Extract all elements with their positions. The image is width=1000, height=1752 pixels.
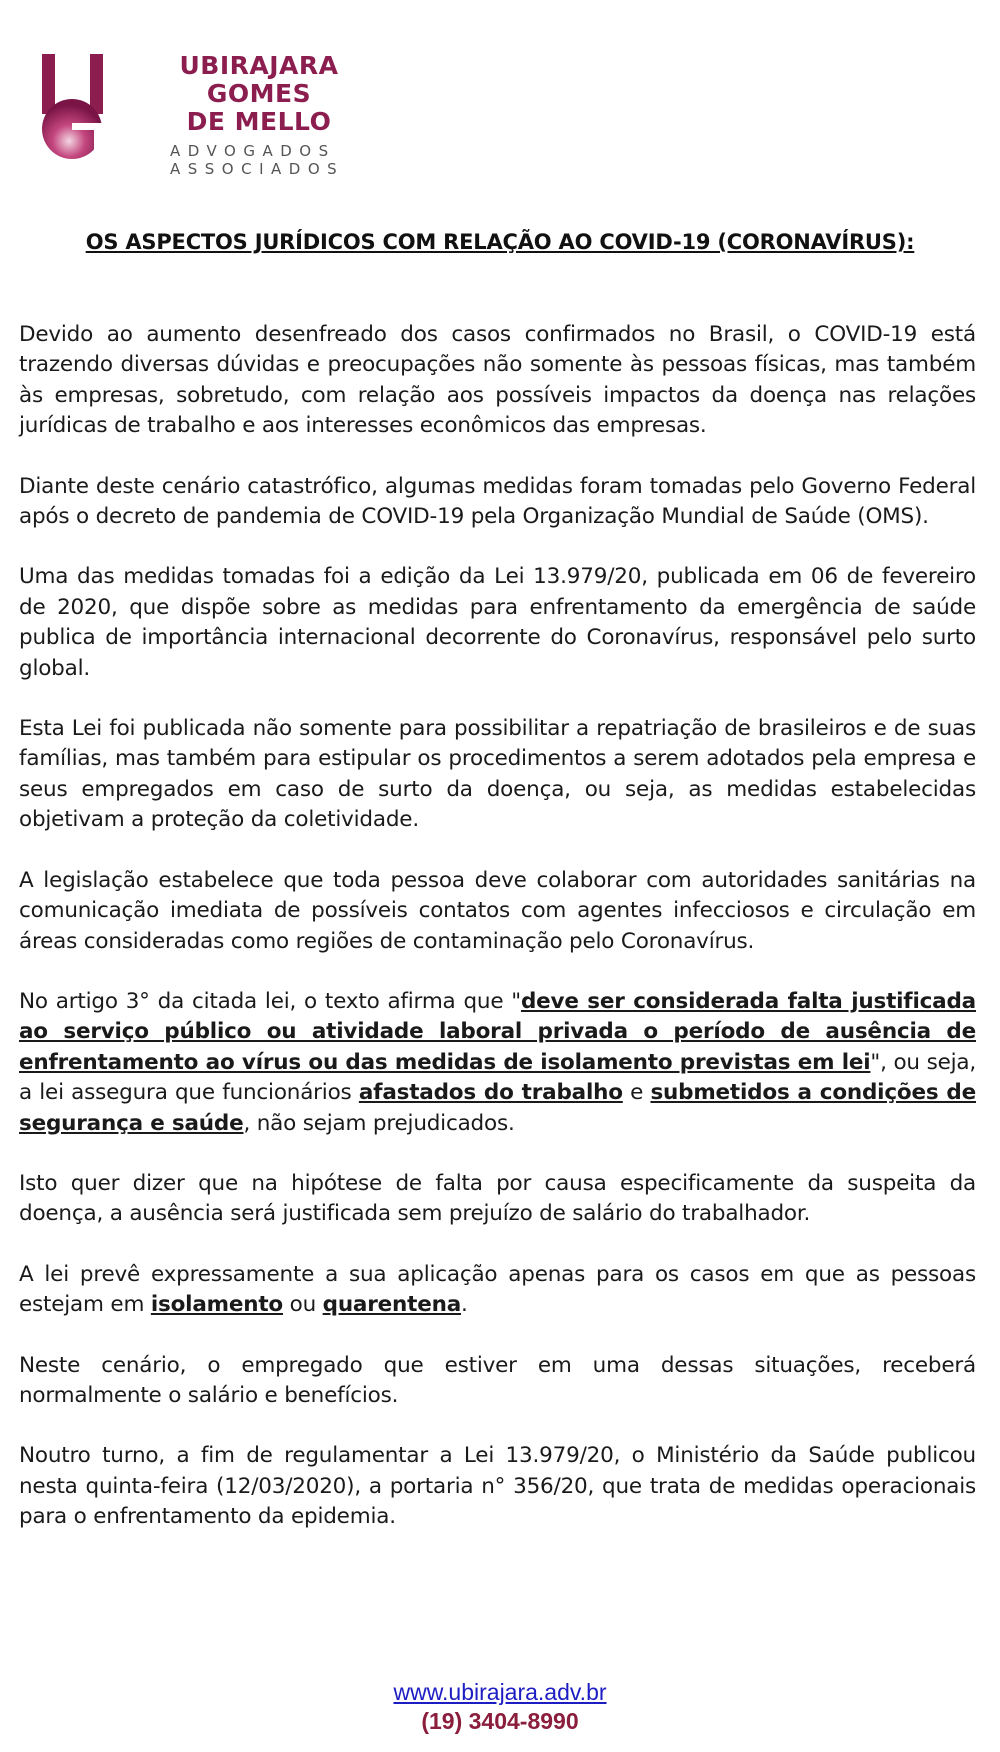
page-title: OS ASPECTOS JURÍDICOS COM RELAÇÃO AO COVID-19 (CORONAVÍRUS): [85, 230, 915, 254]
paragraph-3: Uma das medidas tomadas foi a edição da Lei 13.979/20, publicada em 06 de fevereiro de 2020, que dispõe sobre as medidas para enfrentamento da emergência de saúde publica de importância internacional decorrente do Coronavírus, responsável pelo surto global. [19, 564, 976, 681]
paragraph-6-emphasis-3: submetidos a condições de segurança e saúde [19, 1080, 976, 1136]
phone-number: (19) 3404-8990 [421, 1708, 579, 1734]
paragraph-10: Noutro turno, a fim de regulamentar a Lei 13.979/20, o Ministério da Saúde publicou nesta quinta-feira (12/03/2020), a portaria n° 356/20, que trata de medidas operacionais para o enfrentamento da epidemia. [19, 1443, 976, 1530]
paragraph-8-text-3: . [461, 1292, 468, 1318]
paragraph-5: A legislação estabelece que toda pessoa deve colaborar com autoridades sanitárias na comunicação imediata de possíveis contatos com agentes infecciosos e circulação em áreas consideradas como regiões de contaminação pelo Coronavírus. [19, 867, 976, 954]
company-logo [42, 52, 372, 182]
logo-subtitle-2: ASSOCIADOS [170, 160, 345, 178]
paragraph-6-emphasis-1: deve ser considerada falta justificada ao serviço público ou atividade laboral privada o período de ausência de enfrentamento ao vírus ou das medidas de isolamento previstas em lei [19, 988, 976, 1075]
paragraph-6-text-3: e [622, 1080, 651, 1106]
paragraph-6 [19, 987, 976, 1139]
paragraph-6-text-2: ", ou seja, a lei assegura que funcionários [19, 1049, 976, 1106]
footer [0, 1678, 1000, 1736]
paragraph-4: Esta Lei foi publicada não somente para possibilitar a repatriação de brasileiros e de suas famílias, mas também para estipular os procedimentos a serem adotados pela empresa e seus empregados em caso de surto da doença, ou seja, as medidas estabelecidas objetivam a proteção da coletividade. [19, 716, 976, 833]
paragraph-1: Devido ao aumento desenfreado dos casos confirmados no Brasil, o COVID-19 está trazendo diversas dúvidas e preocupações não somente às pessoas físicas, mas também às empresas, sobretudo, com relação aos possíveis impactos da doença nas relações jurídicas de trabalho e aos interesses econômicos das empresas. [19, 322, 976, 439]
paragraph-6-text-1: No artigo 3° da citada lei, o texto afirma que " [19, 988, 521, 1014]
website-link[interactable]: www.ubirajara.adv.br [393, 1679, 607, 1705]
logo-line-1: UBIRAJARA [179, 51, 339, 80]
paragraph-8 [19, 1260, 976, 1321]
logo-emblem-icon [42, 54, 122, 174]
paragraph-2: Diante deste cenário catastrófico, algumas medidas foram tomadas pelo Governo Federal após o decreto de pandemia de COVID-19 pela Organização Mundial de Saúde (OMS). [19, 473, 976, 530]
paragraph-8-text-2: ou [282, 1292, 323, 1318]
logo-line-2: GOMES [206, 79, 312, 108]
paragraph-8-emphasis-1: isolamento [150, 1292, 283, 1318]
paragraph-8-text-1: A lei prevê expressamente a sua aplicação apenas para os casos em que as pessoas estejam em [19, 1261, 976, 1318]
paragraph-6-text-4: , não sejam prejudicados. [243, 1110, 515, 1136]
paragraph-7: Isto quer dizer que na hipótese de falta por causa especificamente da suspeita da doença, a ausência será justificada sem prejuízo de salário do trabalhador. [19, 1170, 976, 1227]
logo-line-3: DE MELLO [186, 107, 332, 136]
document-body [19, 320, 976, 1563]
paragraph-8-emphasis-2: quarentena [322, 1292, 462, 1318]
logo-subtitle-1: ADVOGADOS [170, 142, 336, 160]
paragraph-6-emphasis-2: afastados do trabalho [358, 1080, 623, 1106]
paragraph-9: Neste cenário, o empregado que estiver em uma dessas situações, receberá normalmente o salário e benefícios. [19, 1352, 976, 1408]
